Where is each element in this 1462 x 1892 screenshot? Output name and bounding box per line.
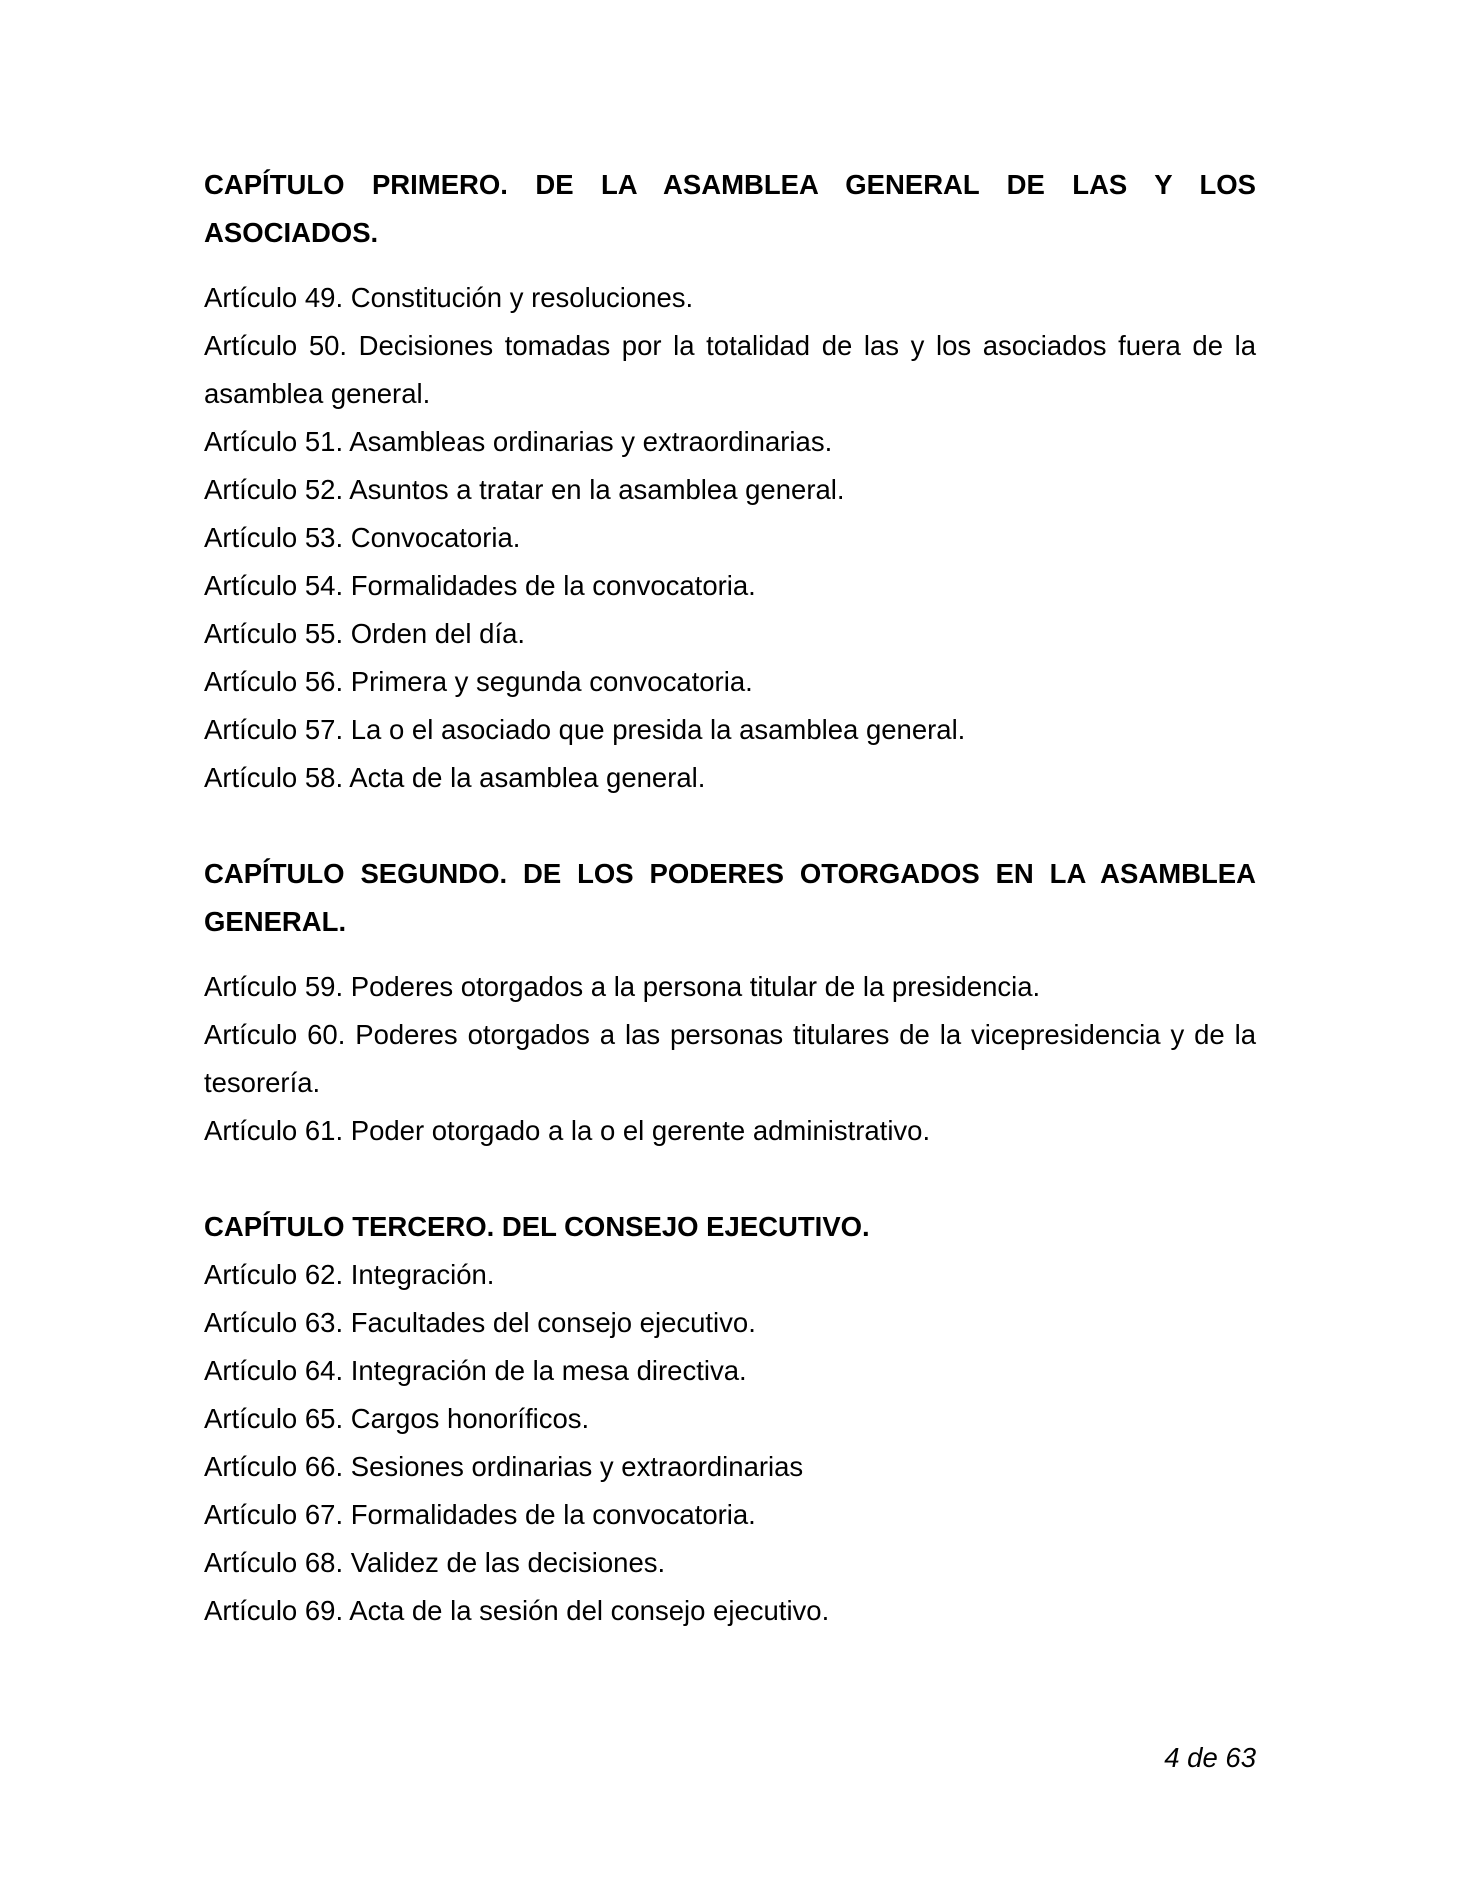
toc-item-articulo-54: Artículo 54. Formalidades de la convocatoria. xyxy=(204,570,756,601)
chapter-primero-section xyxy=(204,161,1256,802)
toc-item-articulo-69: Artículo 69. Acta de la sesión del consejo ejecutivo. xyxy=(204,1595,830,1626)
toc-item-articulo-55: Artículo 55. Orden del día. xyxy=(204,618,526,649)
chapter-segundo-section xyxy=(204,850,1256,1155)
toc-item-articulo-60-line-1: Artículo 60. Poderes otorgados a las personas titulares de la vicepresidencia y de la xyxy=(204,1019,1256,1050)
chapter-primero-heading-line-2: ASOCIADOS. xyxy=(204,217,379,248)
chapter-tercero-section xyxy=(204,1203,1256,1635)
toc-item-articulo-51: Artículo 51. Asambleas ordinarias y extraordinarias. xyxy=(204,426,833,457)
chapter-segundo-heading-line-2: GENERAL. xyxy=(204,906,347,937)
toc-item-articulo-52: Artículo 52. Asuntos a tratar en la asamblea general. xyxy=(204,474,845,505)
chapter-primero-heading-line-1: CAPÍTULO PRIMERO. DE LA ASAMBLEA GENERAL DE LAS Y LOS xyxy=(204,169,1256,200)
toc-item-articulo-65: Artículo 65. Cargos honoríficos. xyxy=(204,1403,590,1434)
toc-item-articulo-50-line-1: Artículo 50. Decisiones tomadas por la totalidad de las y los asociados fuera de la xyxy=(204,330,1256,361)
toc-item-articulo-62: Artículo 62. Integración. xyxy=(204,1259,495,1290)
toc-item-articulo-53: Artículo 53. Convocatoria. xyxy=(204,522,521,553)
page-number: 4 de 63 xyxy=(1164,1742,1256,1773)
chapter-tercero-heading: CAPÍTULO TERCERO. DEL CONSEJO EJECUTIVO. xyxy=(204,1211,870,1242)
toc-item-articulo-59: Artículo 59. Poderes otorgados a la persona titular de la presidencia. xyxy=(204,971,1041,1002)
chapter-segundo-heading-line-1: CAPÍTULO SEGUNDO. DE LOS PODERES OTORGADOS EN LA ASAMBLEA xyxy=(204,858,1256,889)
table-of-contents xyxy=(204,161,1256,1635)
toc-item-articulo-49: Artículo 49. Constitución y resoluciones. xyxy=(204,282,694,313)
toc-item-articulo-50-line-2: asamblea general. xyxy=(204,378,431,409)
toc-item-articulo-68: Artículo 68. Validez de las decisiones. xyxy=(204,1547,666,1578)
toc-item-articulo-56: Artículo 56. Primera y segunda convocatoria. xyxy=(204,666,753,697)
toc-item-articulo-64: Artículo 64. Integración de la mesa directiva. xyxy=(204,1355,747,1386)
toc-item-articulo-63: Artículo 63. Facultades del consejo ejecutivo. xyxy=(204,1307,756,1338)
toc-item-articulo-67: Artículo 67. Formalidades de la convocatoria. xyxy=(204,1499,756,1530)
toc-item-articulo-61: Artículo 61. Poder otorgado a la o el gerente administrativo. xyxy=(204,1115,931,1146)
toc-item-articulo-60-line-2: tesorería. xyxy=(204,1067,321,1098)
toc-item-articulo-58: Artículo 58. Acta de la asamblea general. xyxy=(204,762,706,793)
toc-item-articulo-66: Artículo 66. Sesiones ordinarias y extraordinarias xyxy=(204,1451,804,1482)
toc-item-articulo-57: Artículo 57. La o el asociado que presida la asamblea general. xyxy=(204,714,966,745)
